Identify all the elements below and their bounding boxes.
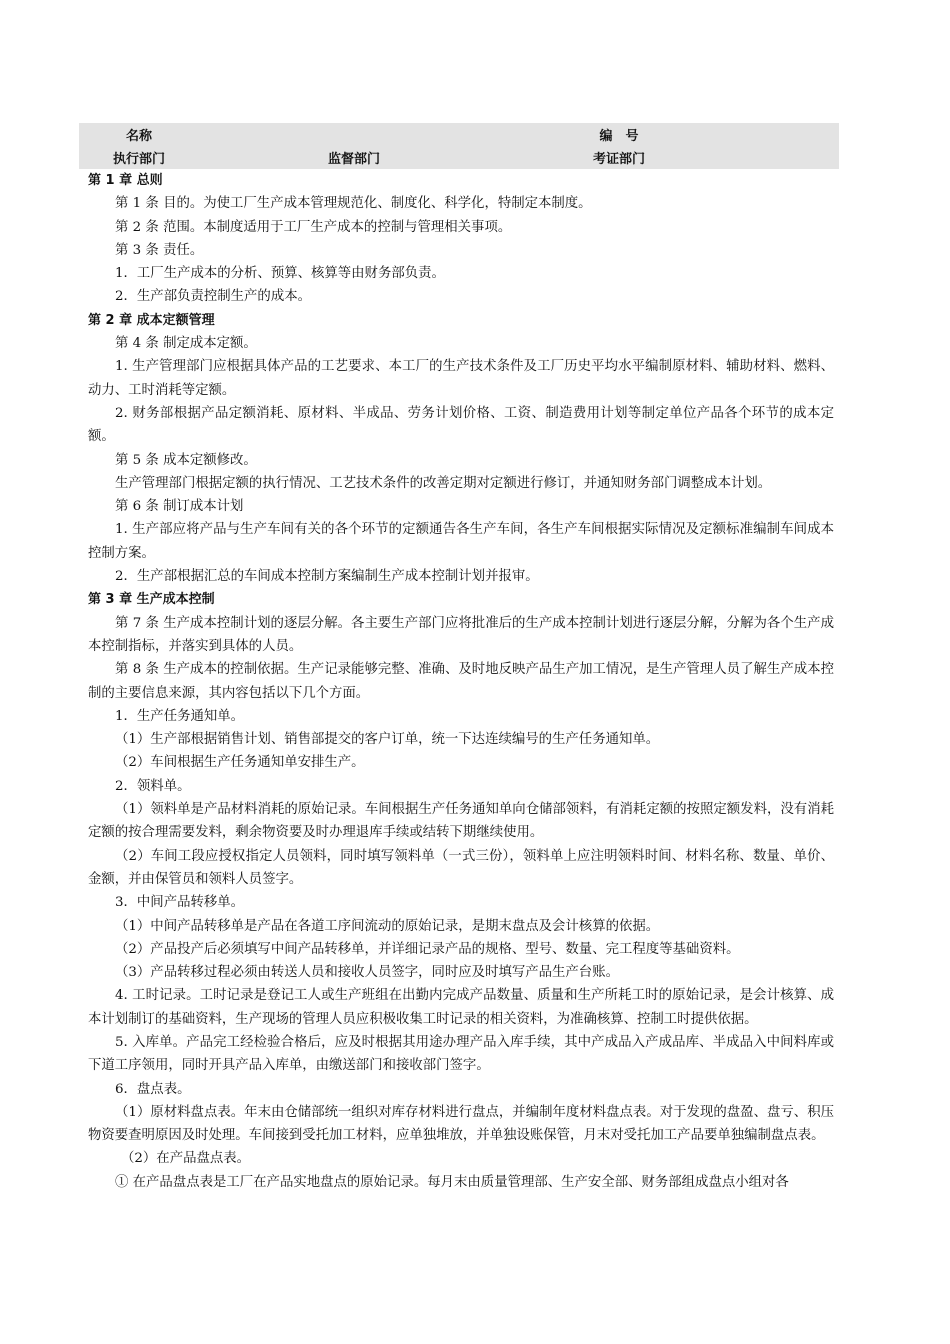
body-paragraph: 2．生产部负责控制生产的成本。 [115, 289, 311, 305]
body-paragraph: 3．中间产品转移单。 [115, 895, 245, 911]
body-paragraph: 第 1 条 目的。为使工厂生产成本管理规范化、制度化、科学化，特制定本制度。 [115, 196, 592, 212]
name-value [199, 123, 559, 146]
supervise-dept-label: 监督部门 [199, 146, 559, 169]
body-paragraph: 第 5 条 成本定额修改。 [115, 452, 257, 468]
body-paragraph: 4. 工时记录。工时记录是登记工人或生产班组在出勤内完成产品数量、质量和生产所耗工时的原始记录，是会计核算、成本计划制订的基础资料，生产现场的管理人员应积极收集工时记录的相关资料，为准确核算、控制工时提供依据。 [88, 988, 834, 1027]
document-header-table [79, 123, 839, 169]
body-paragraph: （3）产品转移过程必须由转送人员和接收人员签字，同时应及时填写产品生产台账。 [115, 965, 619, 981]
body-paragraph: 第 8 条 生产成本的控制依据。生产记录能够完整、准确、及时地反映产品生产加工情况，是生产管理人员了解生产成本控制的主要信息来源，其内容包括以下几个方面。 [88, 662, 834, 701]
body-paragraph: 第 6 条 制订成本计划 [115, 499, 244, 515]
body-paragraph: 2．生产部根据汇总的车间成本控制方案编制生产成本控制计划并报审。 [115, 569, 539, 585]
chapter-heading: 第 2 章 成本定额管理 [88, 312, 215, 328]
body-paragraph: （2）产品投产后必须填写中间产品转移单，并详细记录产品的规格、型号、数量、完工程度等基础资料。 [115, 941, 740, 957]
body-paragraph: （2）在产品盘点表。 [121, 1151, 251, 1167]
body-paragraph: 生产管理部门根据定额的执行情况、工艺技术条件的改善定期对定额进行修订，并通知财务部门调整成本计划。 [115, 475, 772, 491]
body-paragraph: 1. 生产部应将产品与生产车间有关的各个环节的定额通告各生产车间，各生产车间根据实际情况及定额标准编制车间成本控制方案。 [88, 522, 834, 561]
body-paragraph: 1. 生产管理部门应根据具体产品的工艺要求、本工厂的生产技术条件及工厂历史平均水平编制原材料、辅助材料、燃料、动力、工时消耗等定额。 [88, 359, 834, 398]
chapter-heading: 第 1 章 总则 [88, 173, 163, 188]
body-paragraph: （1）生产部根据销售计划、销售部提交的客户订单，统一下达连续编号的生产任务通知单。 [115, 732, 660, 748]
body-paragraph: （1）原材料盘点表。年末由仓储部统一组织对库存材料进行盘点，并编制年度材料盘点表。对于发现的盘盈、盘亏、积压物资要查明原因及时处理。车间接到受托加工材料，应单独堆放，并单独设账保管，月末对受托加工产品要单独编制盘点表。 [88, 1104, 834, 1144]
verify-dept-label: 考证部门 [559, 146, 679, 169]
body-paragraph: 2. 财务部根据产品定额消耗、原材料、半成品、劳务计划价格、工资、制造费用计划等制定单位产品各个环节的成本定额。 [88, 405, 834, 445]
body-paragraph: 1．生产任务通知单。 [115, 708, 245, 724]
body-paragraph: 第 2 条 范围。本制度适用于工厂生产成本的控制与管理相关事项。 [115, 219, 512, 235]
number-label: 编 号 [559, 123, 679, 146]
body-paragraph: 第 4 条 制定成本定额。 [115, 336, 257, 352]
chapter-heading: 第 3 章 生产成本控制 [88, 592, 215, 608]
body-paragraph: 1．工厂生产成本的分析、预算、核算等由财务部负责。 [115, 266, 445, 282]
body-paragraph: 2．领料单。 [115, 778, 191, 794]
name-label: 名称 [79, 123, 199, 146]
body-paragraph: （2）车间根据生产任务通知单安排生产。 [115, 755, 365, 771]
body-paragraph: （2）车间工段应授权指定人员领料，同时填写领料单（一式三份），领料单上应注明领料时间、材料名称、数量、单价、金额，并由保管员和领料人员签字。 [88, 848, 834, 887]
body-paragraph: （1）领料单是产品材料消耗的原始记录。车间根据生产任务通知单向仓储部领料，有消耗定额的按照定额发料，没有消耗定额的按合理需要发料，剩余物资要及时办理退库手续或结转下期继续使用。 [88, 802, 834, 841]
body-paragraph: 第 7 条 生产成本控制计划的逐层分解。各主要生产部门应将批准后的生产成本控制计划进行逐层分解，分解为各个生产成本控制指标，并落实到具体的人员。 [88, 615, 834, 654]
number-value [679, 123, 839, 146]
exec-dept-label: 执行部门 [79, 146, 199, 169]
verify-dept-value [679, 146, 839, 169]
header-row-1 [79, 123, 839, 146]
body-paragraph: 5. 入库单。产品完工经检验合格后，应及时根据其用途办理产品入库手续，其中产成品入产成品库、半成品入中间料库或下道工序领用，同时开具产品入库单，由缴送部门和接收部门签字。 [88, 1034, 834, 1074]
document-body [88, 169, 834, 1194]
body-paragraph: ① 在产品盘点表是工厂在产品实地盘点的原始记录。每月末由质量管理部、生产安全部、财务部组成盘点小组对各 [115, 1174, 789, 1190]
body-paragraph: 6．盘点表。 [115, 1081, 191, 1097]
body-paragraph: （1）中间产品转移单是产品在各道工序间流动的原始记录，是期末盘点及会计核算的依据。 [115, 918, 660, 934]
body-paragraph: 第 3 条 责任。 [115, 242, 204, 258]
header-row-2 [79, 146, 839, 169]
